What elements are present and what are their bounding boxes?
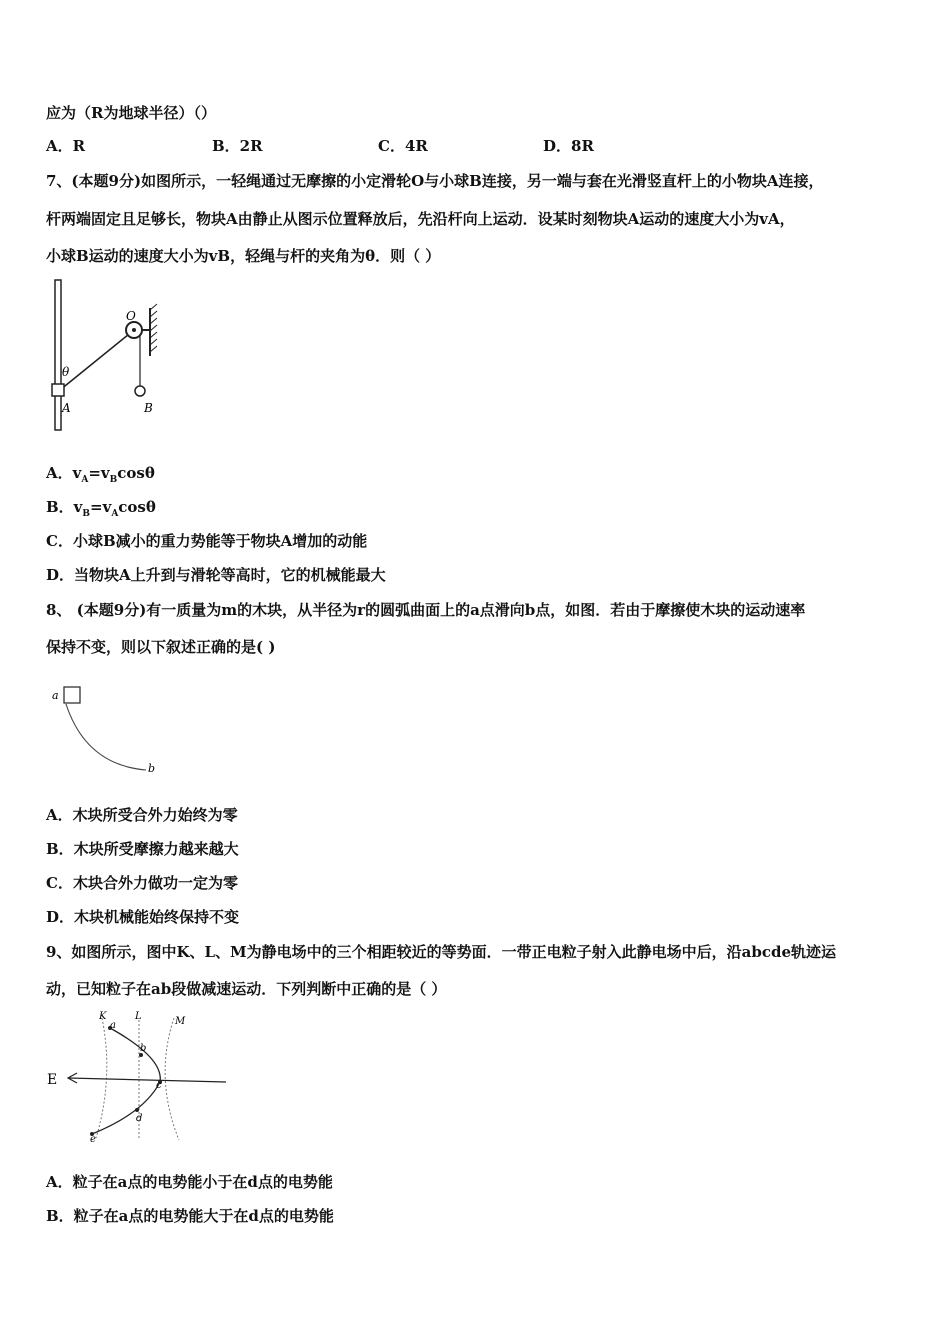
q9-stem-line2: 动，已知粒子在ab段做减速运动．下列判断中正确的是（ ） xyxy=(46,980,447,998)
q8-option-a: A．木块所受合外力始终为零 xyxy=(46,806,238,824)
q8-stem-line1: 8、 (本题9分)有一质量为m的木块，从半径为r的圆弧曲面上的a点滑向b点，如图．若由于摩擦使木块的运动速率 xyxy=(46,601,806,619)
q7-pulley-figure xyxy=(46,278,176,433)
q6-option-c: C．4R xyxy=(378,137,428,155)
q7-stem-line2: 杆两端固定且足够长，物块A由静止从图示位置释放后，先沿杆向上运动．设某时刻物块A运动的速度大小为vA， xyxy=(46,210,795,228)
q7-stem-line1: 7、(本题9分)如图所示，一轻绳通过无摩擦的小定滑轮O与小球B连接，另一端与套在光滑竖直杆上的小物块A连接， xyxy=(46,172,824,190)
label-e-field: E xyxy=(47,1072,58,1088)
point-d xyxy=(135,1108,139,1112)
q9-option-a: A．粒子在a点的电势能小于在d点的电势能 xyxy=(46,1173,333,1191)
q7-option-b: B．$v_B=v_A\cos\theta$ xyxy=(46,498,156,519)
field-line-e xyxy=(68,1078,226,1082)
surface-m xyxy=(165,1018,179,1140)
surface-k xyxy=(96,1018,107,1138)
particle-trajectory xyxy=(92,1028,160,1134)
pulley-axle xyxy=(132,328,136,332)
q6-option-a: A．R xyxy=(46,137,86,155)
label-b: b xyxy=(148,762,156,775)
label-e: e xyxy=(90,1134,96,1145)
wall-hatching xyxy=(150,304,157,352)
q8-option-d: D．木块机械能始终保持不变 xyxy=(46,908,240,926)
ball-b xyxy=(135,386,145,396)
label-o: O xyxy=(126,309,136,323)
vertical-rod xyxy=(55,280,61,430)
q7-stem-line3: 小球B运动的速度大小为vB，轻绳与杆的夹角为θ．则（ ） xyxy=(46,247,441,265)
q7-option-a: A．$v_A=v_B\cos\theta$ xyxy=(46,464,155,485)
label-c: c xyxy=(156,1080,162,1091)
q9-option-b: B．粒子在a点的电势能大于在d点的电势能 xyxy=(46,1207,334,1225)
q6-option-d: D．8R xyxy=(543,137,594,155)
arc-surface xyxy=(66,704,146,770)
label-theta: θ xyxy=(62,365,70,379)
block-a xyxy=(52,384,64,396)
q6-stem-tail: 应为（R为地球半径）（） xyxy=(46,104,216,122)
q6-option-b: B．2R xyxy=(212,137,263,155)
label-k: K xyxy=(99,1011,107,1022)
label-a: a xyxy=(52,689,59,702)
label-m: M xyxy=(175,1016,186,1027)
label-l: L xyxy=(135,1011,142,1022)
q9-stem-line1: 9、如图所示，图中K、L、M为静电场中的三个相距较近的等势面．一带正电粒子射入此静电场中后，沿abcde轨迹运 xyxy=(46,943,837,961)
wood-block xyxy=(64,687,80,703)
q8-stem-line2: 保持不变，则以下叙述正确的是( ) xyxy=(46,638,276,656)
q7-option-c: C．小球B减小的重力势能等于物块A增加的动能 xyxy=(46,532,368,550)
rope-a-to-o xyxy=(60,330,134,390)
label-a: A xyxy=(62,401,71,415)
label-b: B xyxy=(144,401,153,415)
q6-options xyxy=(46,135,846,157)
q7-option-d: D．当物块A上升到与滑轮等高时，它的机械能最大 xyxy=(46,566,386,584)
label-b: b xyxy=(140,1043,147,1054)
q8-option-c: C．木块合外力做功一定为零 xyxy=(46,874,238,892)
label-d: d xyxy=(136,1113,143,1124)
q9-equipotential-figure xyxy=(44,1008,234,1148)
q8-option-b: B．木块所受摩擦力越来越大 xyxy=(46,840,239,858)
label-a: a xyxy=(110,1020,116,1031)
q8-arc-figure xyxy=(46,680,166,780)
